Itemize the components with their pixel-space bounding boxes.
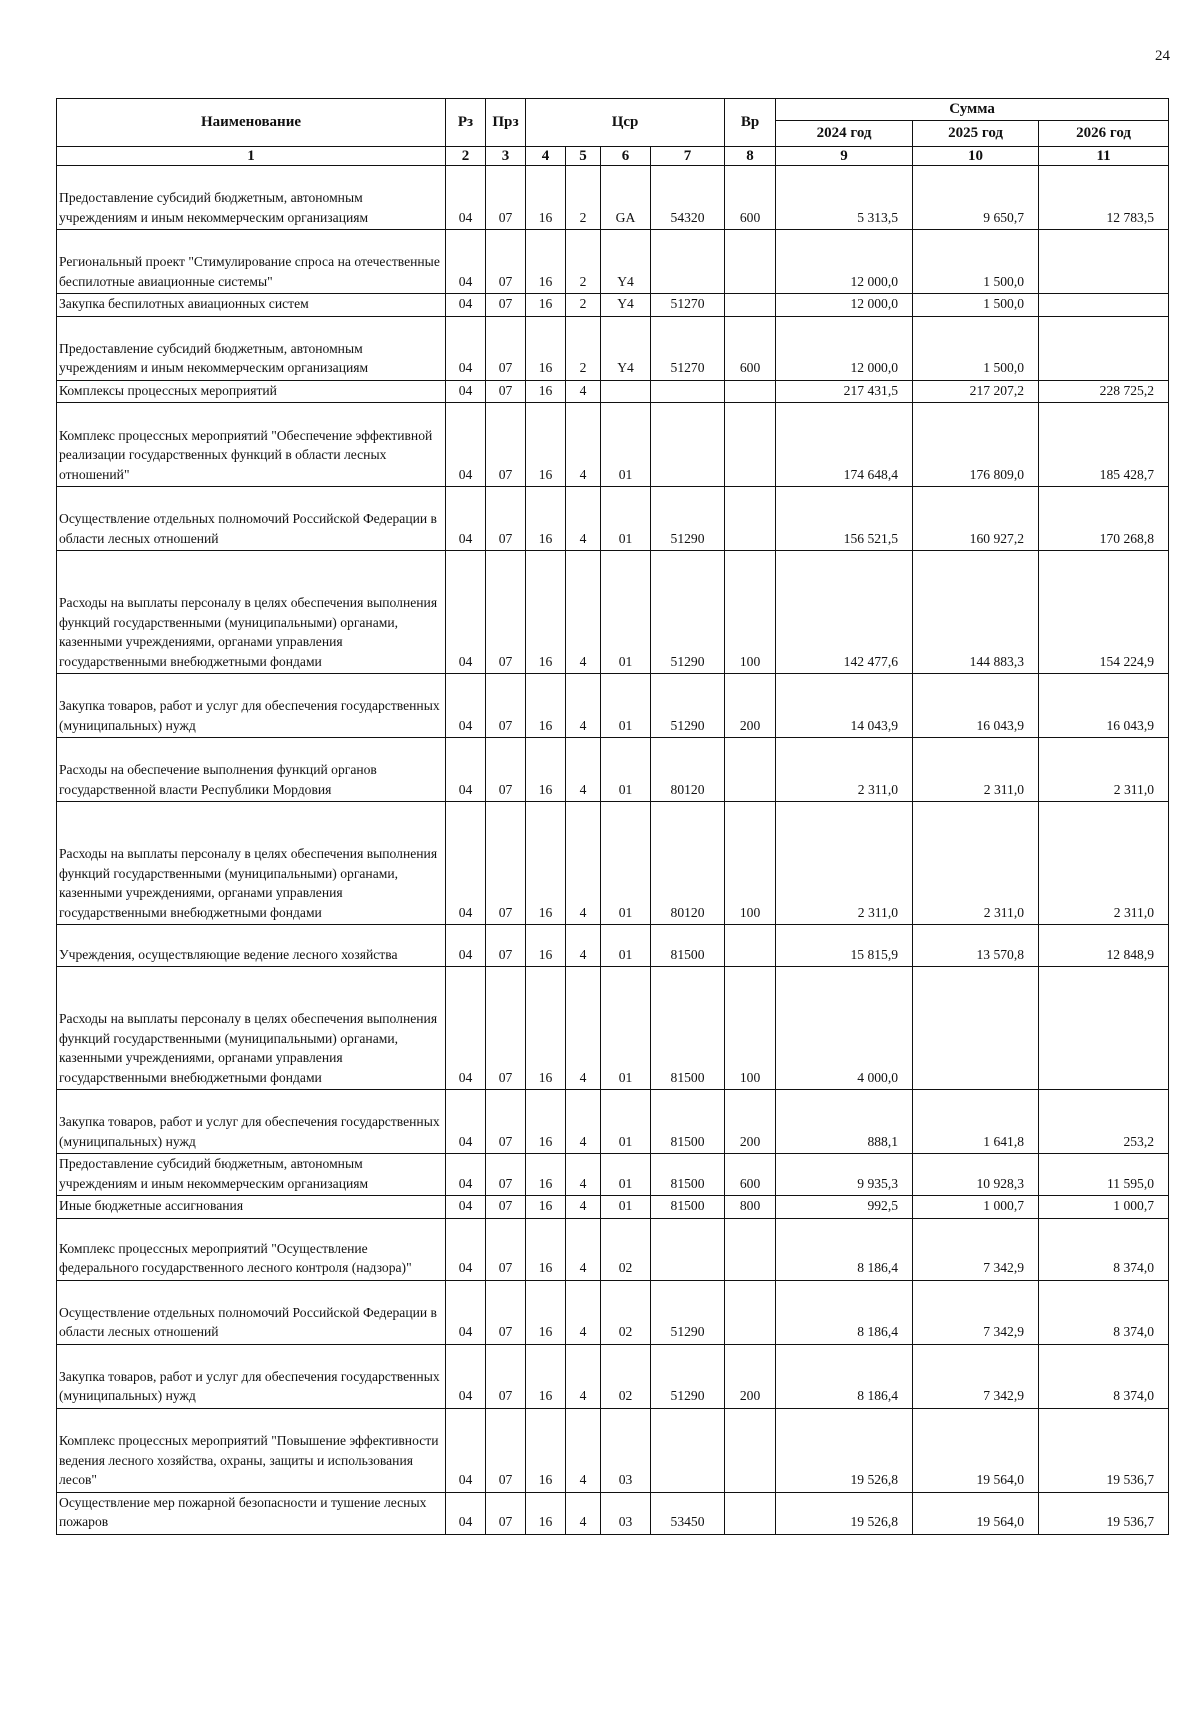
- column-number: 11: [1039, 147, 1169, 166]
- row-vr: 200: [725, 674, 776, 738]
- row-csr-7: [651, 1408, 725, 1492]
- row-csr-7: [651, 403, 725, 487]
- row-prz: 07: [486, 1218, 526, 1280]
- row-name: Расходы на выплаты персоналу в целях обеспечения выполнения функций государственными (муниципальными) органами, казенными учреждениями, органами управления государственными внебюджетными фондами: [57, 967, 446, 1090]
- row-sum-2025: 7 342,9: [913, 1280, 1039, 1344]
- row-csr-4: 16: [526, 230, 566, 294]
- row-prz: 07: [486, 1196, 526, 1219]
- row-sum-2024: 174 648,4: [776, 403, 913, 487]
- row-csr-4: 16: [526, 1344, 566, 1408]
- row-csr-5: 4: [566, 1280, 601, 1344]
- row-name: Комплексы процессных мероприятий: [57, 380, 446, 403]
- row-vr: [725, 925, 776, 967]
- row-rz: 04: [446, 1196, 486, 1219]
- row-vr: 600: [725, 1154, 776, 1196]
- row-prz: 07: [486, 1154, 526, 1196]
- page-number: 24: [1155, 48, 1170, 64]
- row-vr: 100: [725, 551, 776, 674]
- row-sum-2025: 2 311,0: [913, 738, 1039, 802]
- row-prz: 07: [486, 967, 526, 1090]
- row-sum-2026: 19 536,7: [1039, 1492, 1169, 1534]
- row-csr-5: 4: [566, 967, 601, 1090]
- row-csr-6: Y4: [601, 230, 651, 294]
- row-csr-4: 16: [526, 674, 566, 738]
- row-prz: 07: [486, 674, 526, 738]
- row-sum-2025: 217 207,2: [913, 380, 1039, 403]
- row-csr-4: 16: [526, 967, 566, 1090]
- row-sum-2025: [913, 967, 1039, 1090]
- row-name: Комплекс процессных мероприятий "Обеспечение эффективной реализации государственных функций в области лесных отношений": [57, 403, 446, 487]
- row-sum-2024: 4 000,0: [776, 967, 913, 1090]
- row-csr-7: 51290: [651, 551, 725, 674]
- row-csr-6: 01: [601, 1196, 651, 1219]
- row-prz: 07: [486, 1492, 526, 1534]
- row-sum-2024: 2 311,0: [776, 802, 913, 925]
- row-csr-5: 4: [566, 1196, 601, 1219]
- row-sum-2026: 2 311,0: [1039, 802, 1169, 925]
- header-csr: Цср: [526, 99, 725, 147]
- row-sum-2025: 144 883,3: [913, 551, 1039, 674]
- row-name: Предоставление субсидий бюджетным, автономным учреждениям и иным некоммерческим организациям: [57, 1154, 446, 1196]
- row-sum-2024: 5 313,5: [776, 166, 913, 230]
- row-name: Расходы на обеспечение выполнения функций органов государственной власти Республики Мордовия: [57, 738, 446, 802]
- row-csr-7: 81500: [651, 925, 725, 967]
- row-vr: [725, 1218, 776, 1280]
- table-row: [57, 230, 1169, 294]
- row-vr: [725, 1408, 776, 1492]
- row-rz: 04: [446, 294, 486, 317]
- row-sum-2024: 12 000,0: [776, 294, 913, 317]
- row-sum-2026: 12 848,9: [1039, 925, 1169, 967]
- row-sum-2025: 10 928,3: [913, 1154, 1039, 1196]
- row-name: Закупка товаров, работ и услуг для обеспечения государственных (муниципальных) нужд: [57, 1344, 446, 1408]
- row-rz: 04: [446, 1154, 486, 1196]
- row-sum-2026: [1039, 316, 1169, 380]
- row-csr-7: [651, 1218, 725, 1280]
- table-row: [57, 380, 1169, 403]
- row-vr: [725, 1492, 776, 1534]
- row-vr: [725, 230, 776, 294]
- row-rz: 04: [446, 738, 486, 802]
- row-rz: 04: [446, 230, 486, 294]
- header-rz: Рз: [446, 99, 486, 147]
- table-row: [57, 1218, 1169, 1280]
- row-vr: 100: [725, 802, 776, 925]
- row-csr-6: Y4: [601, 294, 651, 317]
- row-sum-2024: 8 186,4: [776, 1344, 913, 1408]
- row-csr-5: 4: [566, 1344, 601, 1408]
- table-row: [57, 1154, 1169, 1196]
- row-csr-4: 16: [526, 294, 566, 317]
- table-row: [57, 1090, 1169, 1154]
- row-vr: 200: [725, 1344, 776, 1408]
- row-sum-2025: 7 342,9: [913, 1344, 1039, 1408]
- row-sum-2026: 2 311,0: [1039, 738, 1169, 802]
- column-number: 3: [486, 147, 526, 166]
- row-prz: 07: [486, 925, 526, 967]
- row-sum-2026: [1039, 967, 1169, 1090]
- row-csr-7: 51270: [651, 294, 725, 317]
- row-csr-5: 2: [566, 294, 601, 317]
- row-vr: [725, 487, 776, 551]
- row-name: Иные бюджетные ассигнования: [57, 1196, 446, 1219]
- row-sum-2026: 8 374,0: [1039, 1218, 1169, 1280]
- row-sum-2024: 217 431,5: [776, 380, 913, 403]
- row-csr-5: 2: [566, 316, 601, 380]
- row-csr-5: 2: [566, 166, 601, 230]
- table-row: [57, 738, 1169, 802]
- row-csr-4: 16: [526, 1492, 566, 1534]
- row-csr-5: 4: [566, 1090, 601, 1154]
- column-number: 1: [57, 147, 446, 166]
- row-csr-5: 2: [566, 230, 601, 294]
- row-csr-6: 01: [601, 925, 651, 967]
- row-prz: 07: [486, 1280, 526, 1344]
- header-year-2025: 2025 год: [913, 121, 1039, 147]
- row-sum-2024: 19 526,8: [776, 1408, 913, 1492]
- row-csr-4: 16: [526, 1196, 566, 1219]
- row-sum-2024: 9 935,3: [776, 1154, 913, 1196]
- table-row: [57, 967, 1169, 1090]
- row-csr-7: [651, 230, 725, 294]
- row-sum-2025: 16 043,9: [913, 674, 1039, 738]
- row-csr-7: 80120: [651, 802, 725, 925]
- row-sum-2025: 1 500,0: [913, 230, 1039, 294]
- table-row: [57, 1196, 1169, 1219]
- table-row: [57, 551, 1169, 674]
- row-sum-2026: 8 374,0: [1039, 1280, 1169, 1344]
- row-sum-2025: 176 809,0: [913, 403, 1039, 487]
- table-row: [57, 294, 1169, 317]
- row-rz: 04: [446, 1344, 486, 1408]
- row-csr-5: 4: [566, 1408, 601, 1492]
- row-sum-2026: [1039, 294, 1169, 317]
- table-row: [57, 1492, 1169, 1534]
- row-sum-2026: [1039, 230, 1169, 294]
- row-csr-5: 4: [566, 1154, 601, 1196]
- row-csr-7: 51270: [651, 316, 725, 380]
- row-sum-2024: 156 521,5: [776, 487, 913, 551]
- table-row: [57, 1408, 1169, 1492]
- row-csr-5: 4: [566, 925, 601, 967]
- row-csr-5: 4: [566, 551, 601, 674]
- header-year-2026: 2026 год: [1039, 121, 1169, 147]
- row-csr-4: 16: [526, 925, 566, 967]
- row-rz: 04: [446, 316, 486, 380]
- row-sum-2025: 160 927,2: [913, 487, 1039, 551]
- table-row: [57, 487, 1169, 551]
- row-csr-5: 4: [566, 1218, 601, 1280]
- row-prz: 07: [486, 1344, 526, 1408]
- row-sum-2025: 1 641,8: [913, 1090, 1039, 1154]
- row-prz: 07: [486, 230, 526, 294]
- row-csr-6: 01: [601, 403, 651, 487]
- row-name: Закупка товаров, работ и услуг для обеспечения государственных (муниципальных) нужд: [57, 674, 446, 738]
- row-csr-6: 01: [601, 551, 651, 674]
- row-csr-5: 4: [566, 380, 601, 403]
- row-sum-2024: 888,1: [776, 1090, 913, 1154]
- row-rz: 04: [446, 403, 486, 487]
- row-name: Предоставление субсидий бюджетным, автономным учреждениям и иным некоммерческим организациям: [57, 316, 446, 380]
- row-vr: 600: [725, 316, 776, 380]
- row-vr: 100: [725, 967, 776, 1090]
- row-sum-2026: 16 043,9: [1039, 674, 1169, 738]
- row-csr-5: 4: [566, 403, 601, 487]
- row-csr-6: 01: [601, 1090, 651, 1154]
- row-name: Предоставление субсидий бюджетным, автономным учреждениям и иным некоммерческим организациям: [57, 166, 446, 230]
- table-row: [57, 802, 1169, 925]
- row-rz: 04: [446, 802, 486, 925]
- row-sum-2026: 12 783,5: [1039, 166, 1169, 230]
- table-row: [57, 1344, 1169, 1408]
- row-csr-4: 16: [526, 802, 566, 925]
- row-vr: [725, 380, 776, 403]
- row-sum-2026: 228 725,2: [1039, 380, 1169, 403]
- row-csr-7: 54320: [651, 166, 725, 230]
- row-sum-2025: 7 342,9: [913, 1218, 1039, 1280]
- row-csr-7: 51290: [651, 1280, 725, 1344]
- row-csr-5: 4: [566, 802, 601, 925]
- row-sum-2025: 2 311,0: [913, 802, 1039, 925]
- row-csr-6: 03: [601, 1492, 651, 1534]
- row-csr-6: GA: [601, 166, 651, 230]
- row-rz: 04: [446, 674, 486, 738]
- row-sum-2025: 1 000,7: [913, 1196, 1039, 1219]
- column-number: 8: [725, 147, 776, 166]
- row-sum-2024: 992,5: [776, 1196, 913, 1219]
- row-csr-6: 01: [601, 967, 651, 1090]
- row-sum-2025: 19 564,0: [913, 1492, 1039, 1534]
- row-sum-2026: 170 268,8: [1039, 487, 1169, 551]
- column-number: 7: [651, 147, 725, 166]
- row-csr-6: 02: [601, 1344, 651, 1408]
- row-csr-4: 16: [526, 1154, 566, 1196]
- row-name: Расходы на выплаты персоналу в целях обеспечения выполнения функций государственными (муниципальными) органами, казенными учреждениями, органами управления государственными внебюджетными фондами: [57, 551, 446, 674]
- row-rz: 04: [446, 551, 486, 674]
- header-sum: Сумма: [776, 99, 1169, 121]
- row-rz: 04: [446, 1492, 486, 1534]
- row-sum-2024: 8 186,4: [776, 1218, 913, 1280]
- row-name: Закупка беспилотных авиационных систем: [57, 294, 446, 317]
- row-name: Осуществление отдельных полномочий Российской Федерации в области лесных отношений: [57, 1280, 446, 1344]
- row-sum-2025: 13 570,8: [913, 925, 1039, 967]
- row-rz: 04: [446, 166, 486, 230]
- row-sum-2026: 253,2: [1039, 1090, 1169, 1154]
- row-csr-7: 51290: [651, 1344, 725, 1408]
- row-csr-4: 16: [526, 166, 566, 230]
- row-csr-6: [601, 380, 651, 403]
- row-csr-4: 16: [526, 1280, 566, 1344]
- row-prz: 07: [486, 380, 526, 403]
- table-row: [57, 166, 1169, 230]
- table-row: [57, 1280, 1169, 1344]
- row-csr-5: 4: [566, 1492, 601, 1534]
- header-name: Наименование: [57, 99, 446, 147]
- column-number: 4: [526, 147, 566, 166]
- row-csr-7: 51290: [651, 674, 725, 738]
- row-sum-2024: 12 000,0: [776, 316, 913, 380]
- row-csr-7: 81500: [651, 1196, 725, 1219]
- row-sum-2026: 1 000,7: [1039, 1196, 1169, 1219]
- table-row: [57, 925, 1169, 967]
- row-vr: 200: [725, 1090, 776, 1154]
- row-csr-4: 16: [526, 1408, 566, 1492]
- row-csr-4: 16: [526, 487, 566, 551]
- row-csr-6: 02: [601, 1280, 651, 1344]
- row-sum-2024: 15 815,9: [776, 925, 913, 967]
- row-csr-5: 4: [566, 738, 601, 802]
- column-number: 9: [776, 147, 913, 166]
- row-sum-2024: 19 526,8: [776, 1492, 913, 1534]
- row-csr-5: 4: [566, 487, 601, 551]
- row-name: Осуществление мер пожарной безопасности и тушение лесных пожаров: [57, 1492, 446, 1534]
- row-sum-2024: 2 311,0: [776, 738, 913, 802]
- row-sum-2026: 19 536,7: [1039, 1408, 1169, 1492]
- row-sum-2024: 14 043,9: [776, 674, 913, 738]
- row-csr-4: 16: [526, 738, 566, 802]
- row-csr-4: 16: [526, 316, 566, 380]
- header-year-2024: 2024 год: [776, 121, 913, 147]
- row-rz: 04: [446, 925, 486, 967]
- row-csr-7: [651, 380, 725, 403]
- header-vr: Вр: [725, 99, 776, 147]
- row-prz: 07: [486, 1408, 526, 1492]
- column-number: 5: [566, 147, 601, 166]
- row-csr-6: 01: [601, 674, 651, 738]
- row-name: Учреждения, осуществляющие ведение лесного хозяйства: [57, 925, 446, 967]
- row-rz: 04: [446, 967, 486, 1090]
- table-body: [57, 166, 1169, 1535]
- header-prz: Прз: [486, 99, 526, 147]
- row-csr-6: 01: [601, 487, 651, 551]
- row-csr-6: 01: [601, 802, 651, 925]
- row-csr-6: 03: [601, 1408, 651, 1492]
- row-vr: [725, 738, 776, 802]
- row-sum-2024: 12 000,0: [776, 230, 913, 294]
- row-csr-4: 16: [526, 551, 566, 674]
- table-row: [57, 316, 1169, 380]
- row-sum-2026: 154 224,9: [1039, 551, 1169, 674]
- budget-table: [56, 98, 1169, 1535]
- row-prz: 07: [486, 802, 526, 925]
- column-number: 10: [913, 147, 1039, 166]
- row-prz: 07: [486, 1090, 526, 1154]
- row-csr-7: 81500: [651, 1154, 725, 1196]
- row-rz: 04: [446, 380, 486, 403]
- row-name: Закупка товаров, работ и услуг для обеспечения государственных (муниципальных) нужд: [57, 1090, 446, 1154]
- row-csr-6: 02: [601, 1218, 651, 1280]
- row-csr-6: Y4: [601, 316, 651, 380]
- row-prz: 07: [486, 738, 526, 802]
- row-vr: [725, 1280, 776, 1344]
- row-csr-7: 81500: [651, 967, 725, 1090]
- row-vr: 800: [725, 1196, 776, 1219]
- row-sum-2025: 9 650,7: [913, 166, 1039, 230]
- row-vr: [725, 403, 776, 487]
- row-csr-7: 81500: [651, 1090, 725, 1154]
- row-rz: 04: [446, 1408, 486, 1492]
- row-rz: 04: [446, 1280, 486, 1344]
- row-rz: 04: [446, 1090, 486, 1154]
- row-vr: [725, 294, 776, 317]
- row-prz: 07: [486, 487, 526, 551]
- row-prz: 07: [486, 166, 526, 230]
- row-sum-2024: 8 186,4: [776, 1280, 913, 1344]
- row-sum-2024: 142 477,6: [776, 551, 913, 674]
- row-prz: 07: [486, 294, 526, 317]
- row-csr-5: 4: [566, 674, 601, 738]
- row-name: Региональный проект "Стимулирование спроса на отечественные беспилотные авиационные системы": [57, 230, 446, 294]
- row-name: Комплекс процессных мероприятий "Осуществление федерального государственного лесного контроля (надзора)": [57, 1218, 446, 1280]
- row-prz: 07: [486, 551, 526, 674]
- row-sum-2025: 1 500,0: [913, 294, 1039, 317]
- row-name: Осуществление отдельных полномочий Российской Федерации в области лесных отношений: [57, 487, 446, 551]
- row-name: Комплекс процессных мероприятий "Повышение эффективности ведения лесного хозяйства, охраны, защиты и использования лесов": [57, 1408, 446, 1492]
- row-name: Расходы на выплаты персоналу в целях обеспечения выполнения функций государственными (муниципальными) органами, казенными учреждениями, органами управления государственными внебюджетными фондами: [57, 802, 446, 925]
- row-csr-4: 16: [526, 1090, 566, 1154]
- row-sum-2026: 8 374,0: [1039, 1344, 1169, 1408]
- row-sum-2026: 185 428,7: [1039, 403, 1169, 487]
- column-number: 6: [601, 147, 651, 166]
- row-vr: 600: [725, 166, 776, 230]
- row-sum-2026: 11 595,0: [1039, 1154, 1169, 1196]
- row-prz: 07: [486, 316, 526, 380]
- table-row: [57, 674, 1169, 738]
- row-csr-7: 53450: [651, 1492, 725, 1534]
- row-rz: 04: [446, 1218, 486, 1280]
- row-csr-4: 16: [526, 380, 566, 403]
- row-csr-7: 51290: [651, 487, 725, 551]
- column-number: 2: [446, 147, 486, 166]
- row-csr-4: 16: [526, 1218, 566, 1280]
- row-sum-2025: 1 500,0: [913, 316, 1039, 380]
- row-sum-2025: 19 564,0: [913, 1408, 1039, 1492]
- row-csr-7: 80120: [651, 738, 725, 802]
- row-prz: 07: [486, 403, 526, 487]
- row-csr-6: 01: [601, 738, 651, 802]
- table-row: [57, 403, 1169, 487]
- row-csr-6: 01: [601, 1154, 651, 1196]
- row-rz: 04: [446, 487, 486, 551]
- row-csr-4: 16: [526, 403, 566, 487]
